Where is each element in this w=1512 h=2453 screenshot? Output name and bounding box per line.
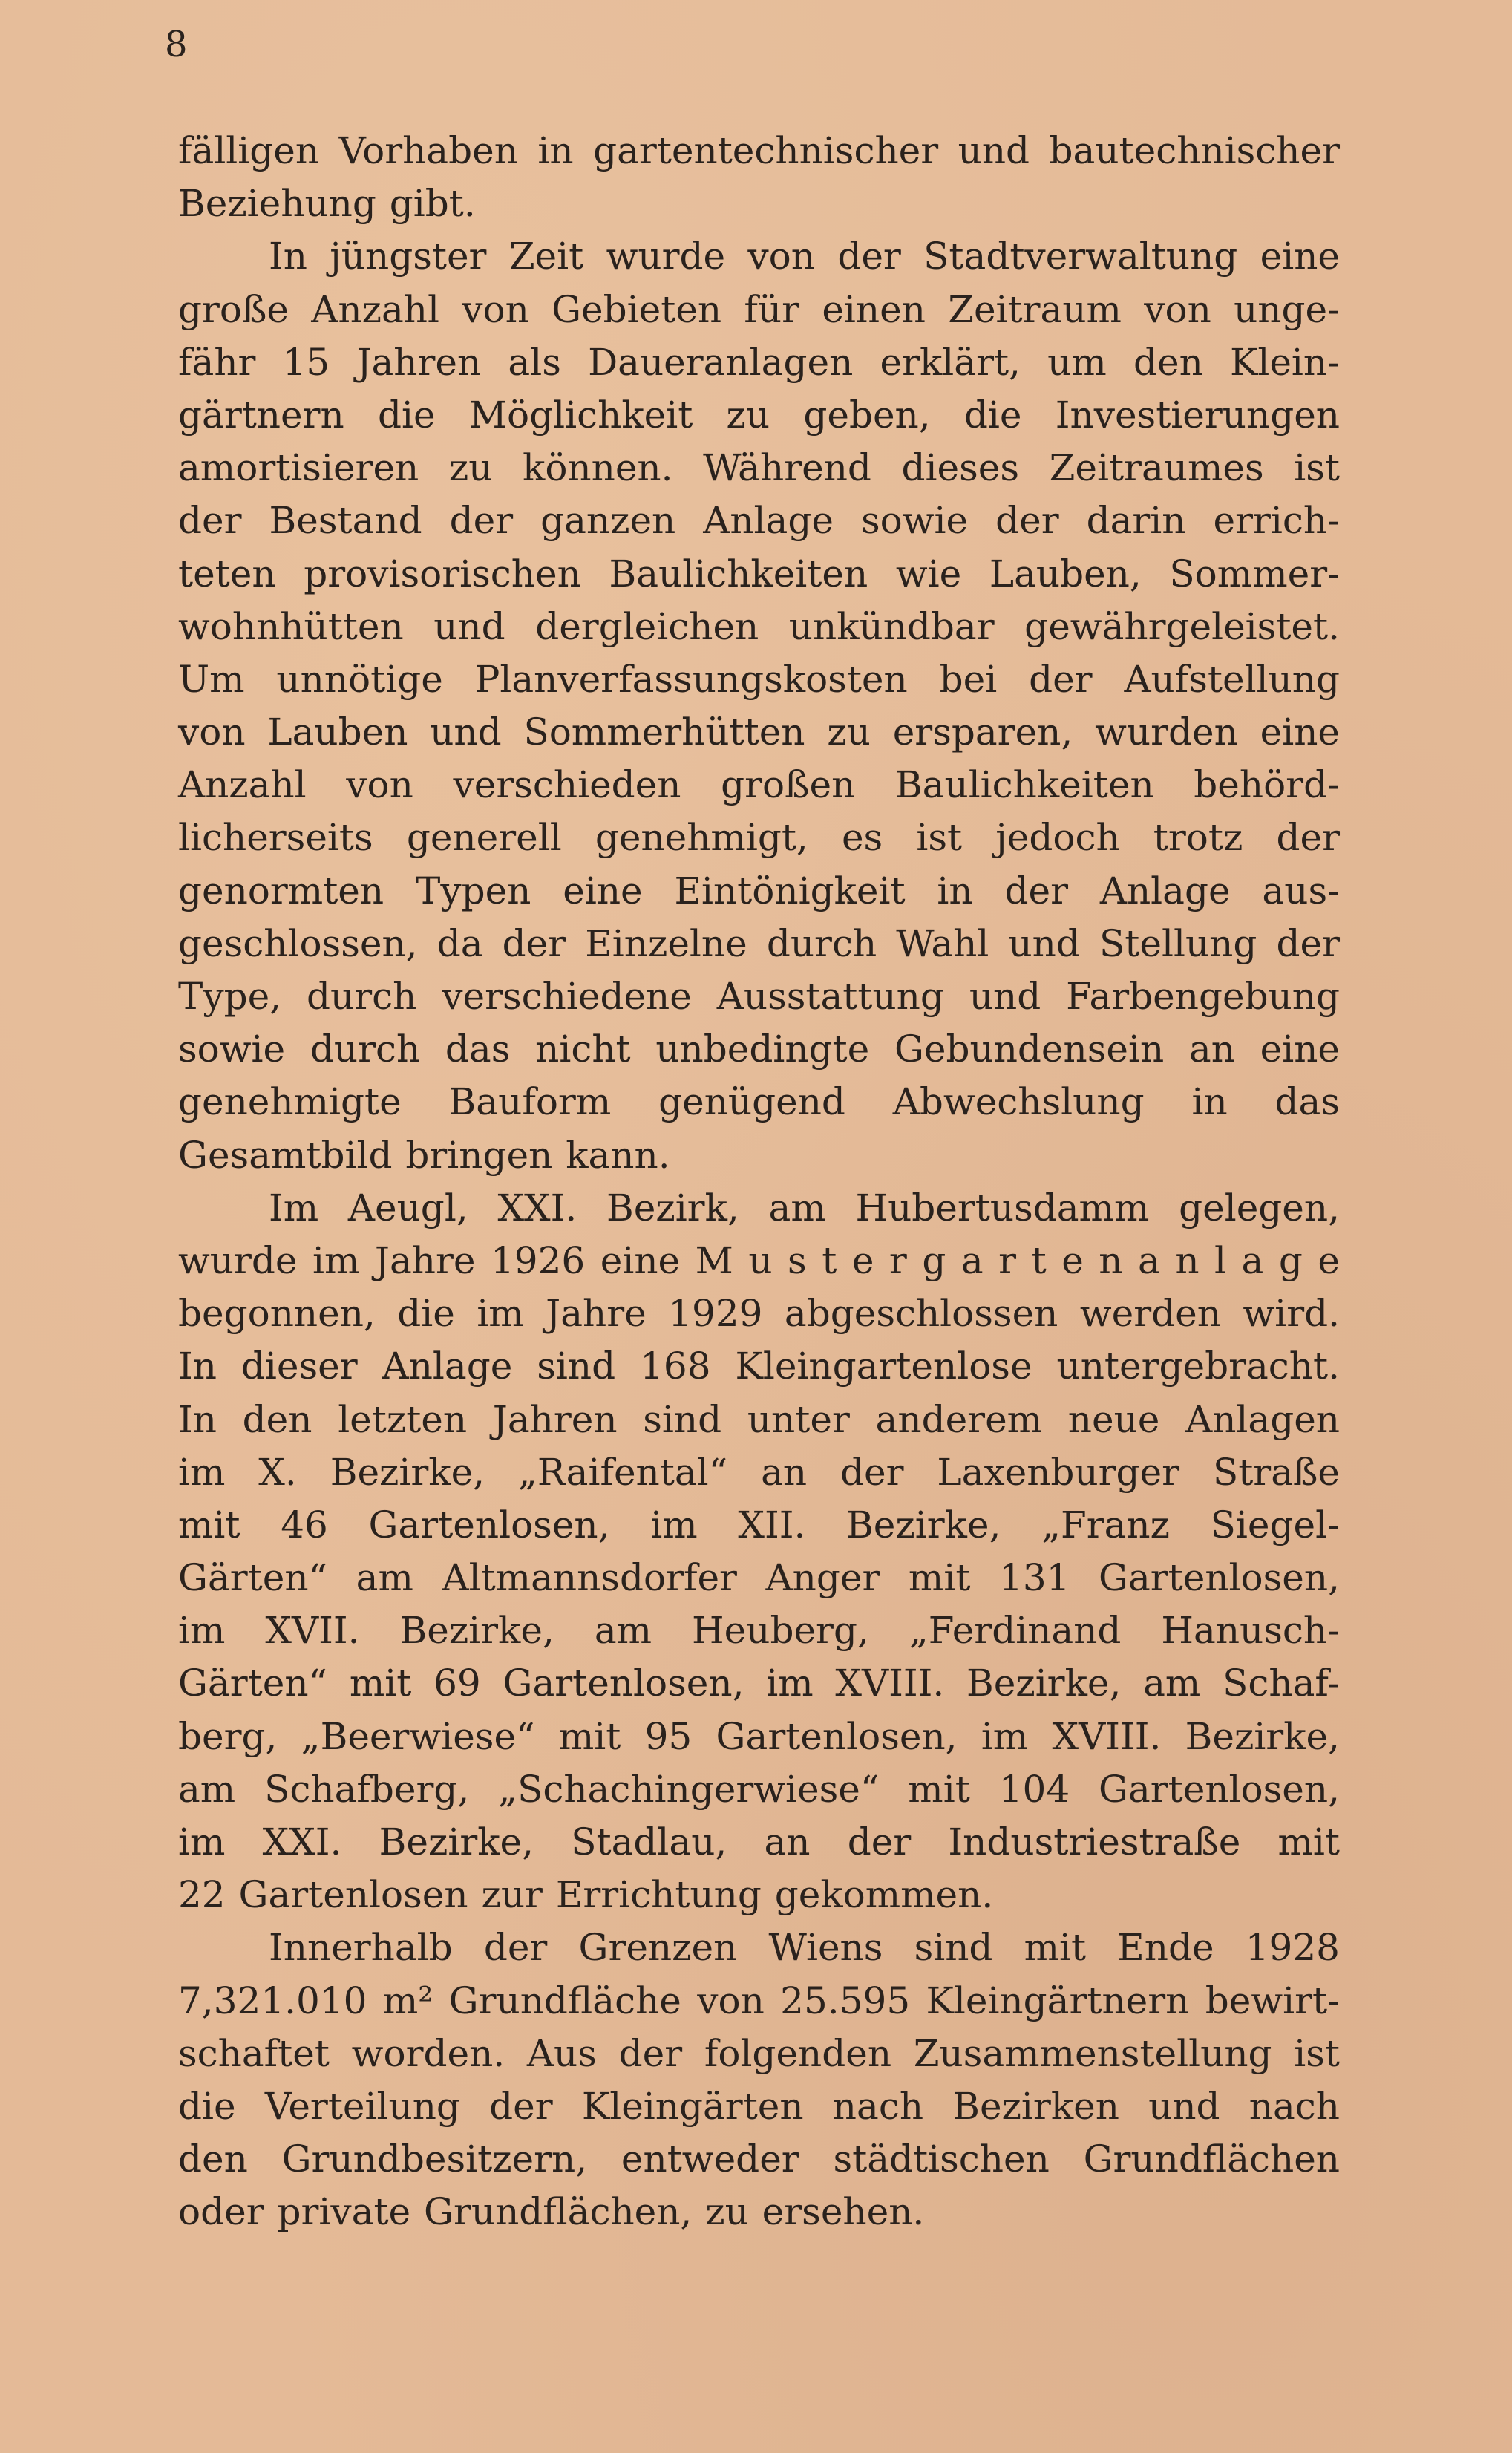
text-line: teten provisorischen Baulichkeiten wie Lauben, Sommer- <box>178 552 1340 595</box>
text-line: Gärten“ am Altmannsdorfer Anger mit 131 Gartenlosen, <box>178 1556 1340 1600</box>
text-line: Im Aeugl, XXI. Bezirk, am Hubertusdamm gelegen, <box>269 1186 1340 1229</box>
text-line: Gesamtbild bringen kann. <box>178 1133 670 1177</box>
text-line: Anzahl von verschieden großen Baulichkeiten behörd- <box>178 763 1340 807</box>
text-line: Type, durch verschiedene Ausstattung und Farbengebung <box>178 975 1340 1018</box>
text-line: geschlossen, da der Einzelne durch Wahl und Stellung der <box>178 921 1340 965</box>
text-line: sowie durch das nicht unbedingte Gebundensein an eine <box>178 1028 1340 1071</box>
text-line: Beziehung gibt. <box>178 182 476 226</box>
page-number: 8 <box>165 24 189 65</box>
text-line: licherseits generell genehmigt, es ist jedoch trotz der <box>178 816 1340 860</box>
text-line: amortisieren zu können. Während dieses Zeitraumes ist <box>178 446 1340 490</box>
text-line: gärtnern die Möglichkeit zu geben, die Investierungen <box>178 393 1340 437</box>
text-line: genehmigte Bauform genügend Abwechslung in das <box>178 1080 1340 1124</box>
text-line: In jüngster Zeit wurde von der Stadtverwaltung eine <box>269 235 1340 278</box>
text-line: wohnhütten und dergleichen unkündbar gewährgeleistet. <box>178 604 1340 648</box>
text-line: 22 Gartenlosen zur Errichtung gekommen. <box>178 1873 994 1917</box>
text-line: schaftet worden. Aus der folgenden Zusammenstellung ist <box>178 2031 1340 2075</box>
text-line: wurde im Jahre 1926 eine M u s t e r g a r t e n a n l a g e <box>178 1238 1340 1282</box>
text-line: im XXI. Bezirke, Stadlau, an der Industriestraße mit <box>178 1820 1340 1864</box>
text-line: In den letzten Jahren sind unter anderem neue Anlagen <box>178 1397 1340 1441</box>
text-line: am Schafberg, „Schachingerwiese“ mit 104 Gartenlosen, <box>178 1767 1340 1811</box>
body-text <box>178 125 1340 2239</box>
text-line: oder private Grundflächen, zu ersehen. <box>178 2190 925 2234</box>
text-line: mit 46 Gartenlosen, im XII. Bezirke, „Franz Siegel- <box>178 1503 1340 1546</box>
text-line: Um unnötige Planverfassungskosten bei der Aufstellung <box>178 657 1340 701</box>
text-line: fälligen Vorhaben in gartentechnischer und bautechnischer <box>178 129 1340 172</box>
text-line: im XVII. Bezirke, am Heuberg, „Ferdinand Hanusch- <box>178 1609 1340 1653</box>
text-line: große Anzahl von Gebieten für einen Zeitraum von unge- <box>178 287 1340 331</box>
text-line: im X. Bezirke, „Raifental“ an der Laxenburger Straße <box>178 1450 1340 1494</box>
text-line: 7,321.010 m² Grundfläche von 25.595 Kleingärtnern bewirt- <box>178 1979 1340 2022</box>
text-line: Gärten“ mit 69 Gartenlosen, im XVIII. Bezirke, am Schaf- <box>178 1662 1340 1705</box>
text-line: Innerhalb der Grenzen Wiens sind mit Ende 1928 <box>269 1926 1340 1970</box>
text-line: den Grundbesitzern, entweder städtischen Grundflächen <box>178 2137 1340 2181</box>
text-line: die Verteilung der Kleingärten nach Bezirken und nach <box>178 2084 1340 2128</box>
text-line: In dieser Anlage sind 168 Kleingartenlose untergebracht. <box>178 1345 1340 1388</box>
text-line: der Bestand der ganzen Anlage sowie der darin errich- <box>178 499 1340 543</box>
text-line: begonnen, die im Jahre 1929 abgeschlossen werden wird. <box>178 1292 1340 1336</box>
text-line: von Lauben und Sommerhütten zu ersparen, wurden eine <box>178 711 1340 754</box>
text-line: genormten Typen eine Eintönigkeit in der Anlage aus- <box>178 869 1340 912</box>
text-line: berg, „Beerwiese“ mit 95 Gartenlosen, im XVIII. Bezirke, <box>178 1714 1340 1758</box>
text-line: fähr 15 Jahren als Daueranlagen erklärt, um den Klein- <box>178 340 1340 384</box>
